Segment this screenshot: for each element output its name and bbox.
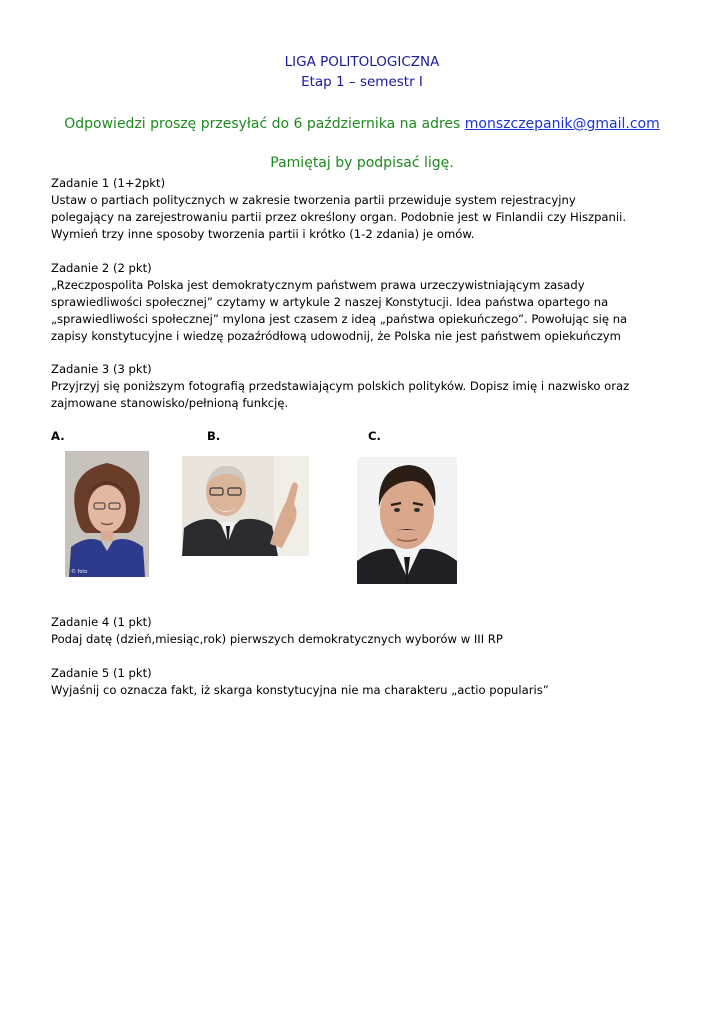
task-title: Zadanie 2 (2 pkt) [51,261,152,275]
submit-text: Odpowiedzi proszę przesyłać do 6 października na adres [64,116,465,132]
task-line: zapisy konstytucyjne i wiedzę pozaźródłową udowodnij, że Polska nie jest państwem opiekuńczym [51,329,621,343]
politician-photo-b [182,456,309,556]
politician-photo-a [65,451,149,577]
task-line: Wyjaśnij co oznacza fakt, iż skarga konstytucyjna nie ma charakteru „actio popularis” [51,683,549,697]
page-subtitle: Etap 1 – semestr I [301,74,423,90]
task-line: Podaj datę (dzień,miesiąc,rok) pierwszych demokratycznych wyborów w III RP [51,632,503,646]
task-title: Zadanie 4 (1 pkt) [51,615,152,629]
task-5 [51,665,691,699]
submit-instruction [0,116,724,132]
photo-label-c: C. [368,429,381,443]
task-1 [51,175,691,243]
task-title: Zadanie 3 (3 pkt) [51,362,152,376]
task-4 [51,614,691,648]
task-line: „Rzeczpospolita Polska jest demokratycznym państwem prawa urzeczywistniającym zasady [51,278,585,292]
task-title: Zadanie 5 (1 pkt) [51,666,152,680]
task-title: Zadanie 1 (1+2pkt) [51,176,166,190]
task-line: Ustaw o partiach politycznych w zakresie tworzenia partii przewiduje system rejestracyjny [51,193,576,207]
task-line: polegający na zarejestrowaniu partii przez określony organ. Podobnie jest w Finlandii czy Hiszpanii. [51,210,627,224]
task-line: Wymień trzy inne sposoby tworzenia partii i krótko (1-2 zdania) je omów. [51,227,475,241]
task-line: „sprawiedliwości społecznej” mylona jest czasem z ideą „państwa opiekuńczego”. Powołując się na [51,312,628,326]
task-line: Przyjrzyj się poniższym fotografią przedstawiającym polskich polityków. Dopisz imię i nazwisko oraz [51,379,630,393]
task-3 [51,361,691,412]
task-line: sprawiedliwości społecznej” czytamy w artykule 2 naszej Konstytucji. Idea państwa opartego na [51,295,609,309]
task-2 [51,260,691,345]
email-link[interactable]: monszczepanik@gmail.com [464,116,660,132]
svg-text:© foto: © foto [71,569,88,575]
remember-note: Pamiętaj by podpisać ligę. [270,155,454,171]
photo-label-b: B. [207,429,221,443]
politician-photo-c [357,457,457,584]
photo-label-a: A. [51,429,65,443]
task-line: zajmowane stanowisko/pełnioną funkcję. [51,396,289,410]
page-title: LIGA POLITOLOGICZNA [284,54,440,70]
